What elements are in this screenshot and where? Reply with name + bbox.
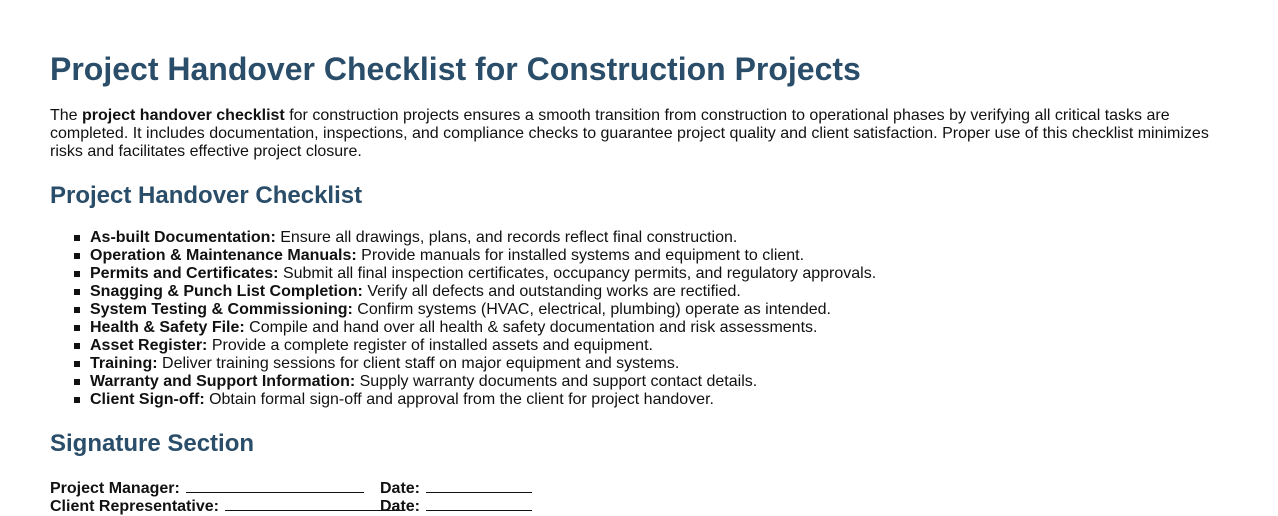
checklist-item-text: Confirm systems (HVAC, electrical, plumbing) operate as intended. [352, 301, 831, 318]
checklist-item [90, 319, 876, 337]
checklist-item [90, 247, 876, 265]
checklist-item [90, 373, 876, 391]
intro-paragraph [50, 107, 1228, 161]
signature-line[interactable] [186, 477, 364, 493]
intro-suffix: for construction projects ensures a smooth transition from construction to operational phases by verifying all critical tasks are completed. It includes documentation, inspections, and compliance checks to guarantee project quality and client satisfaction. Proper use of this checklist minimizes risks and facilitates effective project closure. [50, 107, 1209, 160]
date-group [380, 495, 532, 516]
checklist-item-label: Operation & Maintenance Manuals: [90, 247, 357, 264]
checklist-item-label: Asset Register: [90, 337, 208, 354]
date-line[interactable] [426, 477, 532, 493]
date-label: Date: [380, 498, 421, 515]
checklist-item-text: Compile and hand over all health & safety documentation and risk assessments. [244, 319, 818, 336]
checklist-item-text: Supply warranty documents and support contact details. [355, 373, 758, 390]
checklist-item [90, 391, 876, 409]
date-line[interactable] [426, 495, 532, 511]
signature-heading: Signature Section [50, 430, 255, 457]
checklist-item-text: Provide a complete register of installed assets and equipment. [207, 337, 653, 354]
checklist-item-label: Client Sign-off: [90, 391, 205, 408]
signature-row-client-representative [50, 495, 421, 516]
checklist-item [90, 283, 876, 301]
checklist-item-label: Permits and Certificates: [90, 265, 279, 282]
checklist-item-label: System Testing & Commissioning: [90, 301, 353, 318]
date-label: Date: [380, 480, 421, 497]
page-title: Project Handover Checklist for Construction Projects [50, 51, 861, 87]
checklist-item [90, 301, 876, 319]
checklist-item [90, 355, 876, 373]
checklist-heading: Project Handover Checklist [50, 182, 363, 209]
checklist-item-label: Health & Safety File: [90, 319, 245, 336]
checklist-item [90, 337, 876, 355]
intro-prefix: The [50, 107, 83, 124]
checklist-item-label: Snagging & Punch List Completion: [90, 283, 363, 300]
signature-label: Client Representative: [50, 498, 219, 515]
checklist-item-text: Provide manuals for installed systems and equipment to client. [356, 247, 805, 264]
checklist-item-text: Obtain formal sign-off and approval from the client for project handover. [204, 391, 714, 408]
checklist-item-text: Verify all defects and outstanding works are rectified. [362, 283, 741, 300]
signature-label: Project Manager: [50, 480, 180, 497]
checklist-item-label: Training: [90, 355, 158, 372]
signature-line[interactable] [225, 495, 403, 511]
intro-bold-term: project handover checklist [82, 107, 285, 124]
checklist-item [90, 229, 876, 247]
checklist-item-label: Warranty and Support Information: [90, 373, 356, 390]
checklist-item [90, 265, 876, 283]
checklist-item-text: Ensure all drawings, plans, and records reflect final construction. [275, 229, 738, 246]
checklist-item-text: Submit all final inspection certificates, occupancy permits, and regulatory approvals. [278, 265, 877, 282]
checklist-item-label: As-built Documentation: [90, 229, 276, 246]
checklist-item-text: Deliver training sessions for client staff on major equipment and systems. [157, 355, 680, 372]
checklist-list [50, 229, 876, 409]
